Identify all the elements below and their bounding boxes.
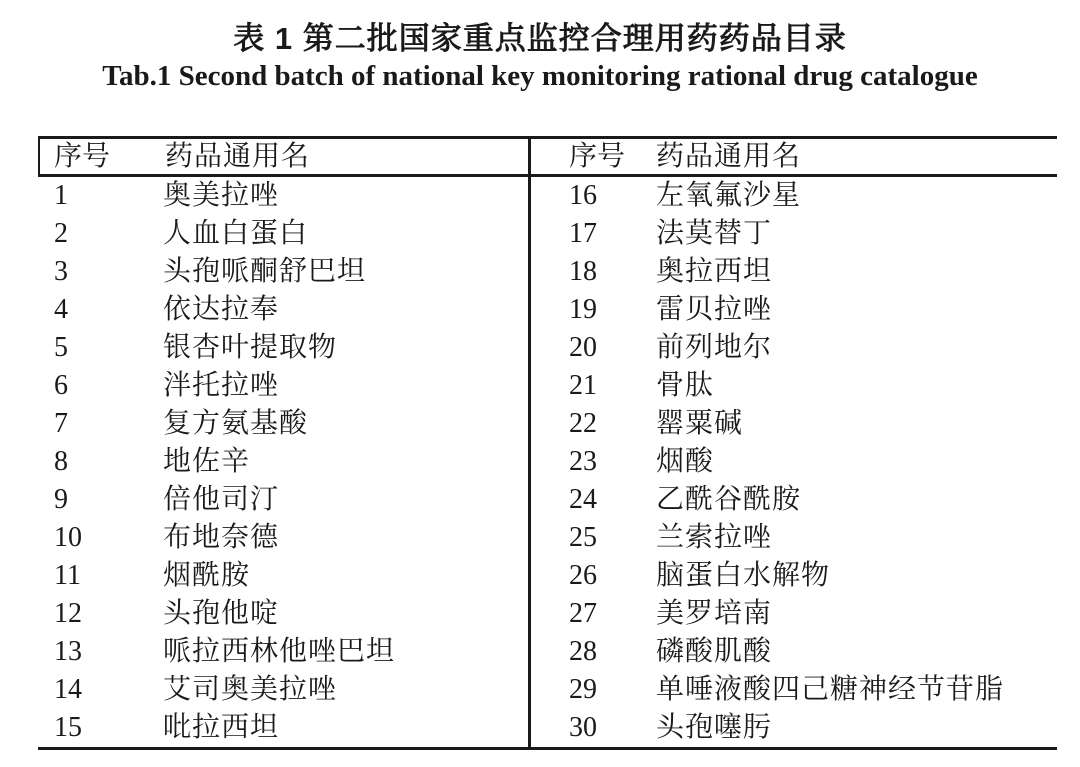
row-drug-name: 奥美拉唑 xyxy=(163,180,280,211)
row-drug-name: 头孢他啶 xyxy=(163,598,280,629)
table-row xyxy=(38,291,528,329)
table-row xyxy=(38,519,528,557)
table-row xyxy=(531,481,1057,519)
row-index: 4 xyxy=(54,294,68,325)
row-drug-name: 奥拉西坦 xyxy=(656,256,773,287)
row-index: 21 xyxy=(569,370,597,401)
table-row xyxy=(38,557,528,595)
row-index: 18 xyxy=(569,256,597,287)
row-drug-name: 人血白蛋白 xyxy=(163,218,309,249)
row-drug-name: 复方氨基酸 xyxy=(163,408,309,439)
table-header-row-left xyxy=(38,139,528,177)
row-drug-name: 骨肽 xyxy=(656,370,715,401)
row-index: 14 xyxy=(54,674,82,705)
table-left-half xyxy=(38,139,528,747)
column-header-index: 序号 xyxy=(54,140,111,172)
table-row xyxy=(531,443,1057,481)
table-row xyxy=(531,215,1057,253)
row-drug-name: 法莫替丁 xyxy=(656,218,773,249)
row-drug-name: 倍他司汀 xyxy=(163,484,280,515)
table-row xyxy=(531,367,1057,405)
table-row xyxy=(38,709,528,747)
row-drug-name: 头孢哌酮舒巴坦 xyxy=(163,256,367,287)
table-row xyxy=(38,215,528,253)
row-index: 9 xyxy=(54,484,68,515)
row-index: 28 xyxy=(569,636,597,667)
row-drug-name: 兰索拉唑 xyxy=(656,522,773,553)
row-drug-name: 艾司奥美拉唑 xyxy=(163,674,338,705)
table-right-half xyxy=(528,139,1057,747)
row-index: 16 xyxy=(569,180,597,211)
row-drug-name: 雷贝拉唑 xyxy=(656,294,773,325)
table-title-english: Tab.1 Second batch of national key monitoring rational drug catalogue xyxy=(102,60,978,92)
row-drug-name: 烟酰胺 xyxy=(163,560,251,591)
row-drug-name: 银杏叶提取物 xyxy=(163,332,338,363)
row-drug-name: 前列地尔 xyxy=(656,332,773,363)
table-row xyxy=(531,253,1057,291)
row-index: 8 xyxy=(54,446,68,477)
row-drug-name: 烟酸 xyxy=(656,446,715,477)
row-index: 2 xyxy=(54,218,68,249)
table-row xyxy=(531,709,1057,747)
row-index: 24 xyxy=(569,484,597,515)
table-row xyxy=(38,481,528,519)
row-index: 13 xyxy=(54,636,82,667)
table-row xyxy=(531,595,1057,633)
table-row xyxy=(38,633,528,671)
row-index: 26 xyxy=(569,560,597,591)
row-index: 23 xyxy=(569,446,597,477)
table-header-row-right xyxy=(531,139,1057,177)
row-index: 17 xyxy=(569,218,597,249)
row-drug-name: 哌拉西林他唑巴坦 xyxy=(163,636,396,667)
table-row xyxy=(38,443,528,481)
column-header-drug-name: 药品通用名 xyxy=(165,140,311,172)
table-row xyxy=(531,633,1057,671)
table-row xyxy=(38,405,528,443)
row-index: 27 xyxy=(569,598,597,629)
table-row xyxy=(531,519,1057,557)
row-drug-name: 乙酰谷酰胺 xyxy=(656,484,802,515)
row-index: 20 xyxy=(569,332,597,363)
table-row xyxy=(531,177,1057,215)
row-index: 25 xyxy=(569,522,597,553)
row-index: 19 xyxy=(569,294,597,325)
row-index: 10 xyxy=(54,522,82,553)
row-drug-name: 吡拉西坦 xyxy=(163,712,280,743)
row-index: 5 xyxy=(54,332,68,363)
row-index: 11 xyxy=(54,560,81,591)
row-drug-name: 单唾液酸四己糖神经节苷脂 xyxy=(656,674,1005,705)
column-header-index: 序号 xyxy=(569,140,626,172)
row-index: 7 xyxy=(54,408,68,439)
row-drug-name: 美罗培南 xyxy=(656,598,773,629)
table-row xyxy=(38,367,528,405)
row-drug-name: 脑蛋白水解物 xyxy=(656,560,831,591)
row-index: 29 xyxy=(569,674,597,705)
row-drug-name: 罂粟碱 xyxy=(656,408,744,439)
row-drug-name: 磷酸肌酸 xyxy=(656,636,773,667)
table-row xyxy=(531,671,1057,709)
row-index: 22 xyxy=(569,408,597,439)
row-index: 6 xyxy=(54,370,68,401)
table-row xyxy=(38,253,528,291)
table-row xyxy=(531,557,1057,595)
row-index: 12 xyxy=(54,598,82,629)
table-row xyxy=(531,329,1057,367)
table-row xyxy=(531,405,1057,443)
column-header-drug-name: 药品通用名 xyxy=(656,140,802,172)
table-title-chinese: 表 1 第二批国家重点监控合理用药药品目录 xyxy=(233,21,847,56)
row-index: 1 xyxy=(54,180,68,211)
row-drug-name: 地佐辛 xyxy=(163,446,251,477)
row-drug-name: 泮托拉唑 xyxy=(163,370,280,401)
drug-catalogue-table xyxy=(38,136,1057,750)
row-drug-name: 左氧氟沙星 xyxy=(656,180,802,211)
row-index: 30 xyxy=(569,712,597,743)
table-row xyxy=(38,671,528,709)
table-row xyxy=(38,595,528,633)
row-drug-name: 头孢噻肟 xyxy=(656,712,773,743)
row-index: 15 xyxy=(54,712,82,743)
table-body-left xyxy=(38,177,528,747)
table-row xyxy=(38,177,528,215)
row-drug-name: 依达拉奉 xyxy=(163,294,280,325)
table-row xyxy=(38,329,528,367)
table-body-right xyxy=(531,177,1057,747)
row-index: 3 xyxy=(54,256,68,287)
row-drug-name: 布地奈德 xyxy=(163,522,280,553)
table-row xyxy=(531,291,1057,329)
